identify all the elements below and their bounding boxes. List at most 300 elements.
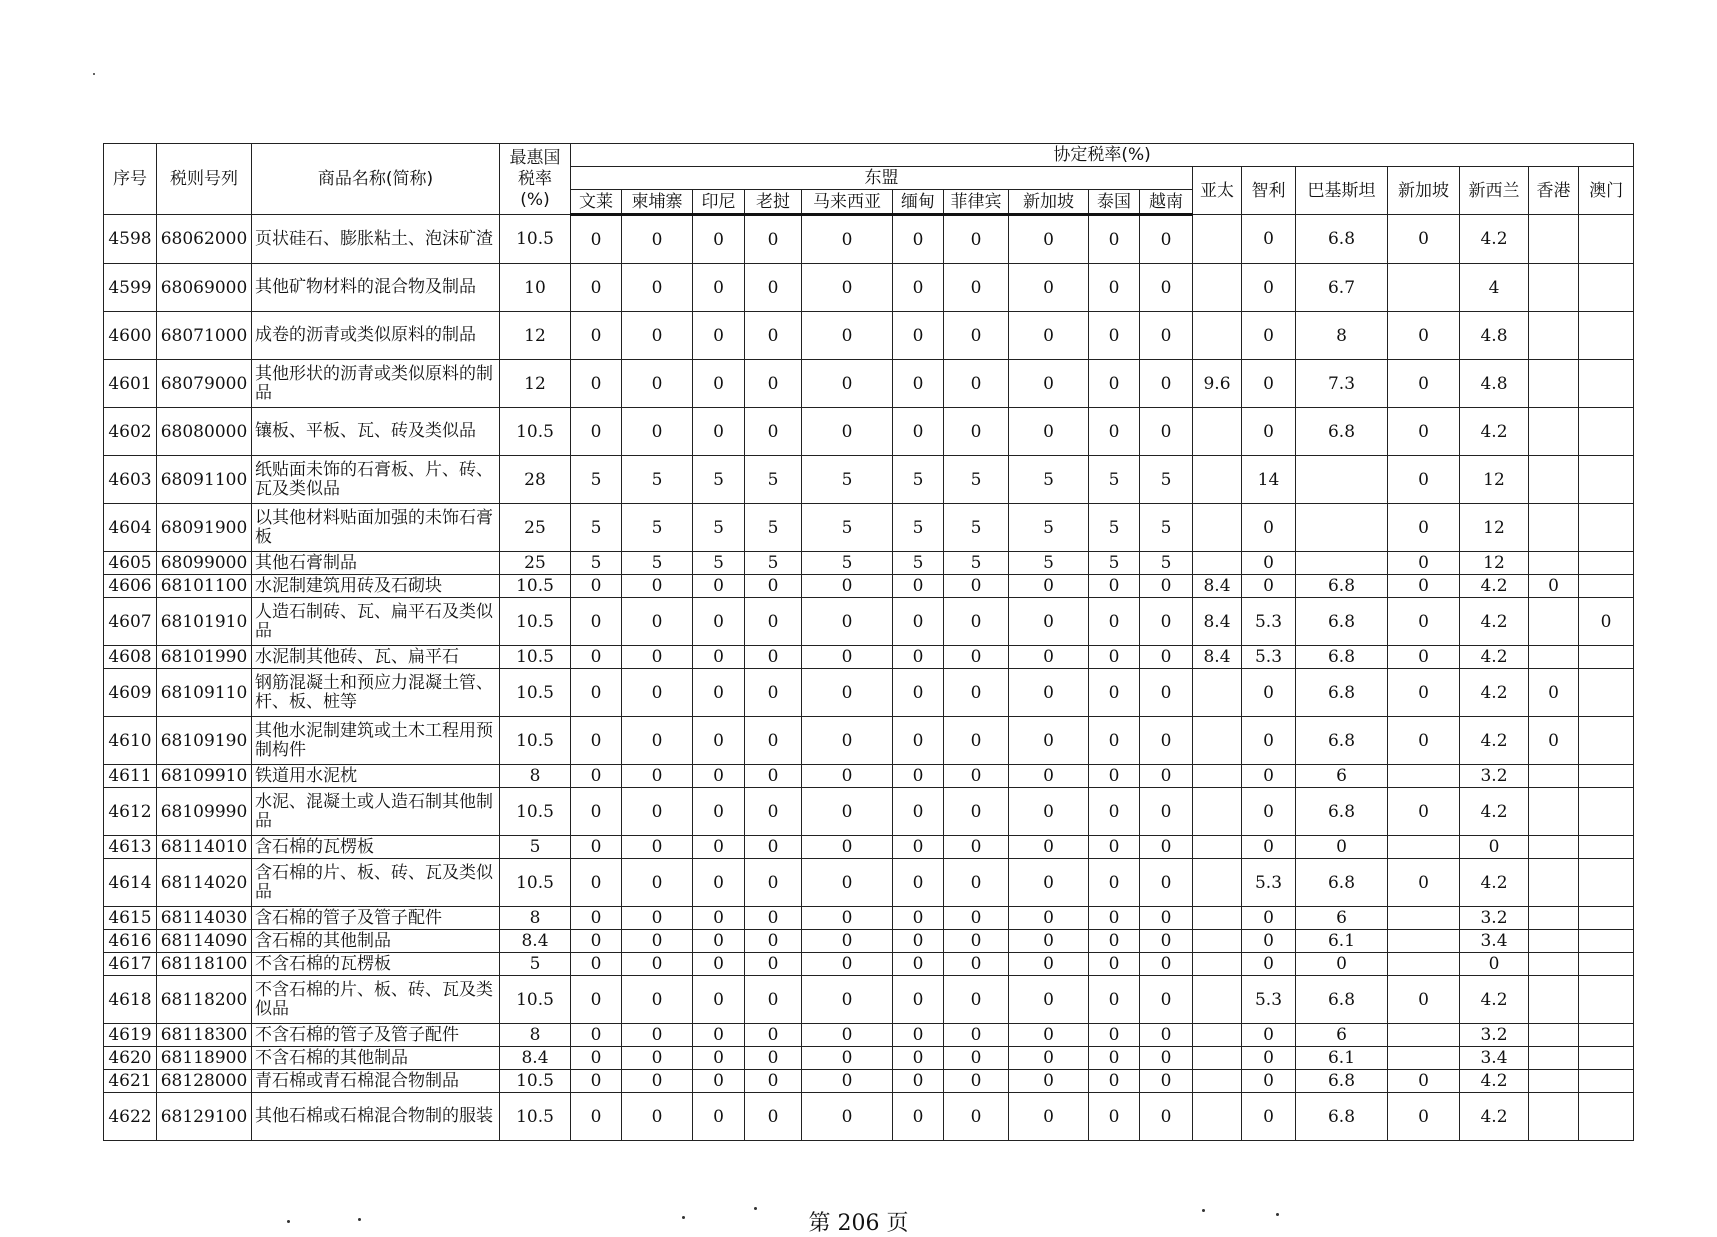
cell-name: 纸贴面未饰的石膏板、片、砖、瓦及类似品: [252, 456, 500, 504]
cell-asean-rate: 0: [802, 646, 893, 669]
cell-asean-rate: 0: [1140, 976, 1193, 1024]
header-other-col: 巴基斯坦: [1296, 167, 1388, 215]
cell-asean-rate: 0: [622, 859, 693, 907]
cell-other-rate: 0: [1242, 1024, 1296, 1047]
cell-other-rate: 12: [1460, 456, 1529, 504]
cell-other-rate: [1529, 836, 1579, 859]
cell-seq: 4600: [104, 312, 157, 360]
cell-other-rate: [1529, 215, 1579, 264]
cell-other-rate: 0: [1242, 669, 1296, 717]
cell-asean-rate: 0: [944, 408, 1009, 456]
cell-other-rate: 8.4: [1193, 598, 1242, 646]
cell-asean-rate: 0: [1140, 215, 1193, 264]
cell-asean-rate: 0: [693, 907, 745, 930]
cell-other-rate: 6.8: [1296, 717, 1388, 765]
cell-asean-rate: 0: [893, 646, 944, 669]
cell-other-rate: 4.2: [1460, 598, 1529, 646]
cell-asean-rate: 0: [893, 953, 944, 976]
cell-other-rate: [1579, 312, 1634, 360]
cell-asean-rate: 0: [571, 215, 622, 264]
cell-asean-rate: 0: [1009, 907, 1089, 930]
cell-asean-rate: 0: [802, 264, 893, 312]
header-asean-col: 越南: [1140, 190, 1193, 215]
cell-asean-rate: 0: [622, 646, 693, 669]
cell-asean-rate: 0: [571, 907, 622, 930]
cell-name: 页状硅石、膨胀粘土、泡沫矿渣: [252, 215, 500, 264]
cell-other-rate: 0: [1242, 312, 1296, 360]
cell-asean-rate: 5: [893, 552, 944, 575]
cell-asean-rate: 0: [1089, 360, 1140, 408]
cell-asean-rate: 0: [693, 598, 745, 646]
cell-asean-rate: 0: [802, 765, 893, 788]
cell-asean-rate: 0: [1009, 215, 1089, 264]
cell-asean-rate: 0: [571, 976, 622, 1024]
cell-other-rate: 6.8: [1296, 598, 1388, 646]
cell-code: 68079000: [157, 360, 252, 408]
cell-asean-rate: 0: [1009, 312, 1089, 360]
cell-asean-rate: 0: [1009, 598, 1089, 646]
cell-other-rate: [1529, 1093, 1579, 1141]
cell-code: 68101100: [157, 575, 252, 598]
cell-other-rate: 4.2: [1460, 717, 1529, 765]
cell-asean-rate: 5: [693, 552, 745, 575]
cell-other-rate: 0: [1242, 836, 1296, 859]
cell-mfn: 12: [500, 360, 571, 408]
cell-asean-rate: 0: [802, 1093, 893, 1141]
cell-mfn: 10: [500, 264, 571, 312]
cell-asean-rate: 5: [944, 504, 1009, 552]
cell-other-rate: 4: [1460, 264, 1529, 312]
cell-asean-rate: 0: [893, 1024, 944, 1047]
cell-asean-rate: 0: [571, 360, 622, 408]
cell-asean-rate: 0: [802, 717, 893, 765]
cell-asean-rate: 0: [1089, 788, 1140, 836]
cell-other-rate: 0: [1388, 669, 1460, 717]
cell-asean-rate: 0: [802, 788, 893, 836]
cell-seq: 4613: [104, 836, 157, 859]
cell-seq: 4604: [104, 504, 157, 552]
cell-asean-rate: 5: [1009, 552, 1089, 575]
cell-name: 青石棉或青石棉混合物制品: [252, 1070, 500, 1093]
cell-other-rate: 0: [1388, 976, 1460, 1024]
cell-asean-rate: 0: [693, 976, 745, 1024]
cell-mfn: 10.5: [500, 1070, 571, 1093]
cell-other-rate: 12: [1460, 552, 1529, 575]
cell-asean-rate: 0: [1009, 717, 1089, 765]
cell-other-rate: [1193, 456, 1242, 504]
cell-asean-rate: 0: [571, 930, 622, 953]
cell-other-rate: 8: [1296, 312, 1388, 360]
cell-asean-rate: 0: [693, 408, 745, 456]
cell-asean-rate: 0: [944, 1070, 1009, 1093]
cell-asean-rate: 0: [1140, 1047, 1193, 1070]
cell-other-rate: [1388, 836, 1460, 859]
cell-asean-rate: 0: [1009, 360, 1089, 408]
cell-name: 其他形状的沥青或类似原料的制品: [252, 360, 500, 408]
cell-name: 水泥制建筑用砖及石砌块: [252, 575, 500, 598]
cell-asean-rate: 0: [802, 953, 893, 976]
cell-asean-rate: 0: [693, 1070, 745, 1093]
header-asean-col: 菲律宾: [944, 190, 1009, 215]
cell-other-rate: 0: [1242, 953, 1296, 976]
cell-asean-rate: 0: [693, 788, 745, 836]
cell-asean-rate: 0: [622, 717, 693, 765]
cell-other-rate: 4.2: [1460, 575, 1529, 598]
cell-asean-rate: 0: [745, 215, 802, 264]
cell-asean-rate: 0: [893, 312, 944, 360]
cell-asean-rate: 0: [1009, 1070, 1089, 1093]
cell-other-rate: [1193, 552, 1242, 575]
cell-asean-rate: 5: [693, 456, 745, 504]
cell-asean-rate: 0: [1089, 907, 1140, 930]
cell-other-rate: [1529, 1024, 1579, 1047]
cell-asean-rate: 0: [893, 907, 944, 930]
cell-asean-rate: 0: [1089, 669, 1140, 717]
cell-code: 68069000: [157, 264, 252, 312]
cell-asean-rate: 0: [1140, 360, 1193, 408]
cell-other-rate: [1529, 1070, 1579, 1093]
table-header: [104, 144, 1634, 215]
cell-asean-rate: 0: [1009, 765, 1089, 788]
cell-mfn: 10.5: [500, 1093, 571, 1141]
cell-other-rate: 6.8: [1296, 646, 1388, 669]
cell-other-rate: [1579, 788, 1634, 836]
cell-asean-rate: 0: [1089, 312, 1140, 360]
cell-other-rate: 0: [1242, 504, 1296, 552]
cell-asean-rate: 0: [802, 312, 893, 360]
cell-asean-rate: 0: [571, 646, 622, 669]
header-other-col: 新加坡: [1388, 167, 1460, 215]
table-row: [104, 907, 1634, 930]
cell-name: 含石棉的瓦楞板: [252, 836, 500, 859]
cell-asean-rate: 0: [1140, 575, 1193, 598]
cell-other-rate: [1579, 859, 1634, 907]
cell-asean-rate: 0: [745, 788, 802, 836]
cell-asean-rate: 0: [622, 264, 693, 312]
cell-name: 含石棉的片、板、砖、瓦及类似品: [252, 859, 500, 907]
cell-asean-rate: 0: [802, 1047, 893, 1070]
cell-mfn: 8.4: [500, 930, 571, 953]
cell-asean-rate: 0: [1140, 953, 1193, 976]
cell-asean-rate: 0: [1009, 669, 1089, 717]
cell-asean-rate: 5: [622, 504, 693, 552]
cell-other-rate: 0: [1242, 264, 1296, 312]
table-row: [104, 669, 1634, 717]
cell-asean-rate: 5: [745, 552, 802, 575]
cell-other-rate: 0: [1242, 1093, 1296, 1141]
cell-name: 不含石棉的管子及管子配件: [252, 1024, 500, 1047]
cell-asean-rate: 5: [745, 456, 802, 504]
cell-other-rate: [1193, 1024, 1242, 1047]
cell-other-rate: [1388, 1047, 1460, 1070]
cell-asean-rate: 0: [1089, 1024, 1140, 1047]
cell-other-rate: 0: [1388, 646, 1460, 669]
cell-mfn: 5: [500, 953, 571, 976]
cell-code: 68091100: [157, 456, 252, 504]
cell-asean-rate: 0: [944, 953, 1009, 976]
cell-other-rate: [1579, 669, 1634, 717]
cell-asean-rate: 0: [622, 360, 693, 408]
cell-asean-rate: 0: [693, 717, 745, 765]
cell-asean-rate: 0: [745, 1070, 802, 1093]
cell-other-rate: [1579, 1070, 1634, 1093]
cell-other-rate: 0: [1388, 1070, 1460, 1093]
cell-asean-rate: 5: [571, 504, 622, 552]
cell-asean-rate: 5: [622, 552, 693, 575]
header-asean: 东盟: [571, 167, 1193, 190]
cell-code: 68101910: [157, 598, 252, 646]
cell-asean-rate: 0: [944, 360, 1009, 408]
cell-other-rate: 0: [1388, 717, 1460, 765]
cell-asean-rate: 0: [1009, 408, 1089, 456]
cell-other-rate: [1579, 575, 1634, 598]
cell-code: 68109910: [157, 765, 252, 788]
table-row: [104, 598, 1634, 646]
header-code: 税则号列: [157, 144, 252, 215]
cell-other-rate: 5.3: [1242, 646, 1296, 669]
cell-other-rate: 0: [1460, 953, 1529, 976]
cell-other-rate: [1193, 264, 1242, 312]
cell-asean-rate: 0: [802, 836, 893, 859]
cell-other-rate: 0: [1529, 669, 1579, 717]
cell-asean-rate: 0: [622, 907, 693, 930]
cell-asean-rate: 0: [1140, 598, 1193, 646]
cell-other-rate: [1579, 1024, 1634, 1047]
cell-asean-rate: 0: [571, 765, 622, 788]
cell-seq: 4608: [104, 646, 157, 669]
cell-asean-rate: 0: [571, 1093, 622, 1141]
cell-asean-rate: 0: [571, 264, 622, 312]
cell-asean-rate: 0: [802, 1070, 893, 1093]
cell-other-rate: 4.2: [1460, 1070, 1529, 1093]
header-asean-col: 新加坡: [1009, 190, 1089, 215]
header-seq: 序号: [104, 144, 157, 215]
cell-asean-rate: 0: [944, 598, 1009, 646]
table-body: [104, 215, 1634, 1141]
cell-name: 人造石制砖、瓦、扁平石及类似品: [252, 598, 500, 646]
cell-other-rate: [1529, 360, 1579, 408]
cell-code: 68109110: [157, 669, 252, 717]
cell-seq: 4619: [104, 1024, 157, 1047]
cell-seq: 4618: [104, 976, 157, 1024]
cell-asean-rate: 0: [745, 976, 802, 1024]
cell-seq: 4614: [104, 859, 157, 907]
cell-asean-rate: 0: [802, 976, 893, 1024]
cell-other-rate: [1388, 1024, 1460, 1047]
cell-asean-rate: 0: [745, 598, 802, 646]
cell-other-rate: [1529, 976, 1579, 1024]
cell-asean-rate: 0: [1089, 1047, 1140, 1070]
cell-asean-rate: 0: [944, 788, 1009, 836]
cell-other-rate: 6: [1296, 765, 1388, 788]
cell-other-rate: [1579, 646, 1634, 669]
cell-code: 68109990: [157, 788, 252, 836]
cell-mfn: 10.5: [500, 646, 571, 669]
table-row: [104, 836, 1634, 859]
cell-name: 水泥制其他砖、瓦、扁平石: [252, 646, 500, 669]
cell-asean-rate: 0: [693, 669, 745, 717]
cell-asean-rate: 0: [944, 264, 1009, 312]
cell-mfn: 25: [500, 504, 571, 552]
cell-other-rate: 9.6: [1193, 360, 1242, 408]
header-asean-col: 印尼: [693, 190, 745, 215]
cell-asean-rate: 0: [622, 1047, 693, 1070]
cell-other-rate: [1193, 215, 1242, 264]
cell-other-rate: [1193, 312, 1242, 360]
cell-asean-rate: 0: [1009, 836, 1089, 859]
cell-other-rate: 0: [1388, 360, 1460, 408]
cell-asean-rate: 0: [802, 360, 893, 408]
cell-asean-rate: 0: [571, 717, 622, 765]
cell-asean-rate: 0: [622, 1070, 693, 1093]
cell-other-rate: 6: [1296, 907, 1388, 930]
cell-other-rate: [1388, 953, 1460, 976]
cell-asean-rate: 0: [893, 264, 944, 312]
cell-other-rate: [1529, 930, 1579, 953]
cell-asean-rate: 5: [745, 504, 802, 552]
cell-other-rate: [1579, 504, 1634, 552]
cell-asean-rate: 0: [802, 598, 893, 646]
cell-other-rate: [1193, 836, 1242, 859]
cell-other-rate: 0: [1388, 215, 1460, 264]
cell-other-rate: [1579, 953, 1634, 976]
cell-asean-rate: 0: [745, 907, 802, 930]
cell-other-rate: [1529, 907, 1579, 930]
cell-code: 68080000: [157, 408, 252, 456]
cell-asean-rate: 0: [745, 408, 802, 456]
cell-other-rate: [1296, 504, 1388, 552]
cell-other-rate: 8.4: [1193, 646, 1242, 669]
cell-mfn: 10.5: [500, 859, 571, 907]
cell-asean-rate: 0: [693, 646, 745, 669]
cell-asean-rate: 0: [1009, 1093, 1089, 1141]
cell-other-rate: 0: [1242, 930, 1296, 953]
cell-asean-rate: 0: [693, 953, 745, 976]
table-row: [104, 1070, 1634, 1093]
cell-mfn: 10.5: [500, 717, 571, 765]
cell-other-rate: 0: [1460, 836, 1529, 859]
cell-asean-rate: 0: [802, 859, 893, 907]
cell-seq: 4621: [104, 1070, 157, 1093]
cell-other-rate: 4.2: [1460, 859, 1529, 907]
cell-asean-rate: 0: [745, 646, 802, 669]
cell-other-rate: 3.2: [1460, 765, 1529, 788]
cell-name: 不含石棉的其他制品: [252, 1047, 500, 1070]
cell-code: 68101990: [157, 646, 252, 669]
cell-code: 68118900: [157, 1047, 252, 1070]
cell-asean-rate: 0: [1009, 976, 1089, 1024]
cell-asean-rate: 0: [1140, 646, 1193, 669]
header-other-col: 新西兰: [1460, 167, 1529, 215]
cell-seq: 4615: [104, 907, 157, 930]
cell-other-rate: 3.4: [1460, 930, 1529, 953]
tariff-page: [103, 143, 1634, 1141]
cell-asean-rate: 0: [944, 1093, 1009, 1141]
cell-asean-rate: 0: [1089, 575, 1140, 598]
cell-asean-rate: 0: [1089, 976, 1140, 1024]
cell-other-rate: [1529, 456, 1579, 504]
table-row: [104, 930, 1634, 953]
cell-asean-rate: 0: [944, 717, 1009, 765]
cell-other-rate: 4.8: [1460, 312, 1529, 360]
header-asean-col: 泰国: [1089, 190, 1140, 215]
cell-other-rate: 0: [1388, 456, 1460, 504]
header-asean-col: 缅甸: [893, 190, 944, 215]
cell-seq: 4606: [104, 575, 157, 598]
cell-asean-rate: 0: [1089, 717, 1140, 765]
cell-asean-rate: 0: [893, 360, 944, 408]
cell-asean-rate: 0: [693, 930, 745, 953]
cell-asean-rate: 0: [1140, 907, 1193, 930]
cell-other-rate: 6.8: [1296, 669, 1388, 717]
cell-name: 镶板、平板、瓦、砖及类似品: [252, 408, 500, 456]
cell-other-rate: [1579, 907, 1634, 930]
cell-asean-rate: 0: [1140, 765, 1193, 788]
header-other-col: 亚太: [1193, 167, 1242, 215]
cell-name: 不含石棉的瓦楞板: [252, 953, 500, 976]
cell-asean-rate: 0: [745, 264, 802, 312]
cell-asean-rate: 0: [1140, 1070, 1193, 1093]
cell-asean-rate: 0: [693, 360, 745, 408]
cell-asean-rate: 0: [944, 1047, 1009, 1070]
cell-other-rate: 0: [1388, 504, 1460, 552]
cell-asean-rate: 0: [1009, 1024, 1089, 1047]
cell-other-rate: [1193, 859, 1242, 907]
cell-mfn: 5: [500, 836, 571, 859]
cell-asean-rate: 5: [802, 504, 893, 552]
cell-asean-rate: 0: [745, 360, 802, 408]
header-other-col: 香港: [1529, 167, 1579, 215]
cell-asean-rate: 0: [802, 669, 893, 717]
cell-other-rate: 0: [1579, 598, 1634, 646]
cell-other-rate: [1193, 1070, 1242, 1093]
cell-asean-rate: 0: [1009, 953, 1089, 976]
cell-asean-rate: 0: [622, 575, 693, 598]
cell-mfn: 10.5: [500, 408, 571, 456]
cell-seq: 4610: [104, 717, 157, 765]
cell-mfn: 12: [500, 312, 571, 360]
cell-asean-rate: 5: [1089, 456, 1140, 504]
cell-asean-rate: 0: [1089, 646, 1140, 669]
cell-asean-rate: 0: [745, 312, 802, 360]
cell-asean-rate: 0: [745, 1093, 802, 1141]
cell-other-rate: [1529, 408, 1579, 456]
cell-asean-rate: 0: [622, 598, 693, 646]
cell-seq: 4603: [104, 456, 157, 504]
cell-other-rate: 6: [1296, 1024, 1388, 1047]
cell-other-rate: 5.3: [1242, 976, 1296, 1024]
cell-seq: 4611: [104, 765, 157, 788]
cell-seq: 4605: [104, 552, 157, 575]
cell-asean-rate: 0: [944, 669, 1009, 717]
cell-asean-rate: 0: [893, 859, 944, 907]
cell-other-rate: [1579, 1047, 1634, 1070]
cell-asean-rate: 5: [1140, 504, 1193, 552]
cell-asean-rate: 0: [571, 669, 622, 717]
cell-other-rate: [1388, 264, 1460, 312]
cell-other-rate: [1579, 456, 1634, 504]
cell-code: 68114030: [157, 907, 252, 930]
cell-mfn: 8.4: [500, 1047, 571, 1070]
header-asean-col: 文莱: [571, 190, 622, 215]
cell-mfn: 8: [500, 1024, 571, 1047]
cell-asean-rate: 0: [802, 215, 893, 264]
cell-code: 68114010: [157, 836, 252, 859]
cell-seq: 4607: [104, 598, 157, 646]
table-row: [104, 717, 1634, 765]
cell-asean-rate: 0: [1140, 408, 1193, 456]
cell-asean-rate: 0: [893, 598, 944, 646]
